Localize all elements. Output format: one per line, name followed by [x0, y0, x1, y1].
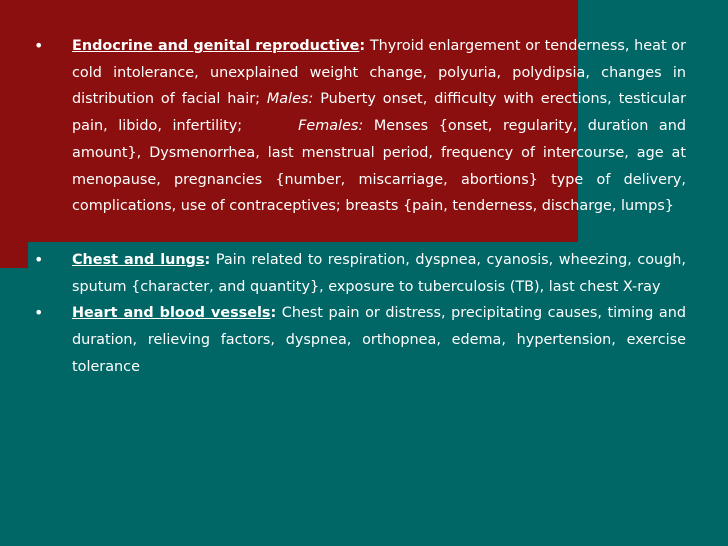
bullet-list [34, 33, 686, 380]
list-item-endocrine [34, 33, 686, 220]
item-heading: Heart and blood vessels [72, 305, 271, 322]
list-item-chest-lungs [34, 247, 686, 300]
bullet-icon: • [34, 249, 44, 269]
bullet-icon: • [34, 36, 44, 55]
item-heading: Chest and lungs [72, 251, 205, 268]
item-text: Menses {onset, regularity, duration and amount}, Dysmenorrhea, last menstrual period, frequency of intercourse, age at menopause, pregnancies {number, miscarriage, abortions} type of delivery, complications, use of contraceptives; breasts {pain, tenderness, discharge, lumps} [72, 118, 686, 215]
bullet-icon: • [34, 303, 44, 323]
heading-colon: : [359, 38, 366, 54]
item-text: Chest pain or distress, precipitating causes, timing and duration, relieving factors, dyspnea, orthopnea, edema, hypertension, exercise tolerance [72, 305, 686, 375]
item-text: Pain related to respiration, dyspnea, cyanosis, wheezing, cough, sputum {character, and quantity}, exposure to tuberculosis (TB), last chest X-ray [72, 251, 687, 295]
heading-colon: : [204, 251, 211, 268]
heading-colon: : [270, 305, 277, 322]
males-label: Males: [266, 91, 314, 108]
item-text: Puberty onset, difficulty with erections, testicular pain, libido, infertility; [72, 91, 686, 135]
accent-block-edge [0, 242, 28, 268]
item-heading: Endocrine and genital reproductive [72, 38, 360, 54]
item-text: Thyroid enlargement or tenderness, heat or cold intolerance, unexplained weight change, polyuria, polydipsia, changes in distribution of facial hair; [72, 38, 686, 108]
list-item-heart-vessels [34, 300, 686, 380]
females-label: Females: [298, 118, 364, 135]
